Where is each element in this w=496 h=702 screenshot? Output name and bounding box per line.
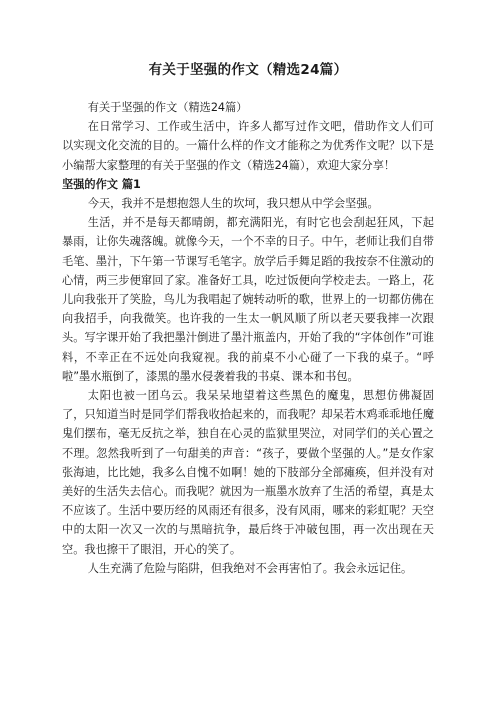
body-paragraph-4: 人生充满了危险与陷阱，但我绝对不会再害怕了。我会永远记住。 xyxy=(87,561,413,575)
body-paragraph-3: 太阳也被一团乌云。我呆呆地望着这些黑色的魔鬼，思想仿佛凝固了，只知道当时是同学们帮我收拾起来的，而我呢？却呆若木鸡乖乖地任魔鬼们摆布，毫无反抗之举，独自在心灵的监狱里哭泣，对同学们的关心置之不理。忽然我听到了一句甜美的声音：“孩子，要做个坚强的人。”是女作家张海迪，比比她，我多么自愧不如啊！她的下肢部分全部瘫痪，但并没有对美好的生活失去信心。而我呢？就因为一瓶墨水放弃了生活的希望，真是太不应该了。生活中要历经的风雨还有很多，没有风雨，哪来的彩虹呢？天空中的太阳一次又一次的与黑暗抗争，最后终于冲破包围，再一次出现在天空。我也擦干了眼泪，开心的笑了。 xyxy=(62,389,434,556)
body-paragraph-2: 生活，并不是每天都晴朗，都充满阳光，有时它也会刮起狂风，下起暴雨，让你失魂落魄。就像今天，一个不幸的日子。中午，老师让我们自带毛笔、墨汁，下午第一节课写毛笔字。放学后手舞足蹈的我按奈不住激动的心情，两三步便窜回了家。准备好工具，吃过饭便向学校走去。一路上，花儿向我张开了笑脸，鸟儿为我唱起了婉转动听的歌，世界上的一切都仿佛在向我招手，向我微笑。也许我的一生太一帆风顺了所以老天要我摔一次跟头。写字课开始了我把墨汁倒进了墨汁瓶盖内，开始了我的“字体创作”可谁料，不幸正在不远处向我窥视。我的前桌不小心碰了一下我的桌子。“呼啦”墨水瓶倒了，漆黑的墨水侵袭着我的书桌、课本和书包。 xyxy=(62,216,434,383)
section-heading: 坚强的作文 篇1 xyxy=(62,177,141,191)
intro-subtitle: 有关于坚强的作文（精选24篇） xyxy=(87,101,248,114)
document-title: 有关于坚强的作文（精选24篇） xyxy=(148,62,348,78)
intro-paragraph: 在日常学习、工作或生活中，许多人都写过作文吧，借助作文人们可以实现文化交流的目的。一篇什么样的作文才能称之为优秀作文呢？以下是小编帮大家整理的有关于坚强的作文（精选24篇），欢迎大家分享！ xyxy=(62,120,434,172)
body-paragraph-1: 今天，我并不是想抱怨人生的坎坷，我只想从中学会坚强。 xyxy=(87,197,379,211)
